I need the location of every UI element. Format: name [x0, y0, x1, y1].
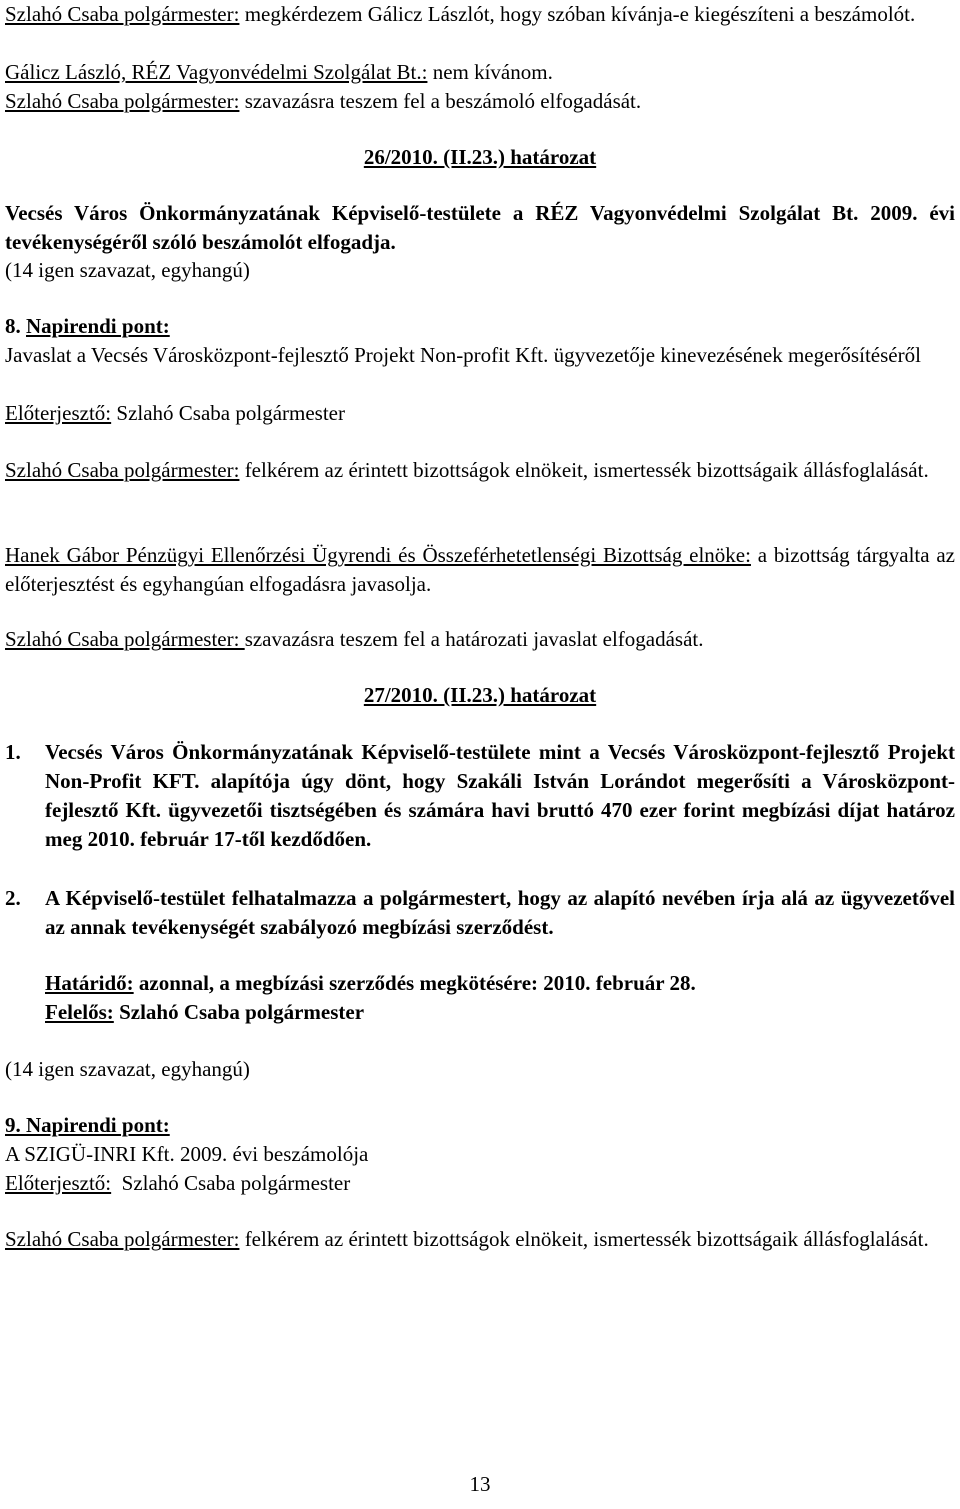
- page-number: 13: [469, 1472, 491, 1496]
- resolution-27-deadline: [5, 969, 955, 998]
- responsible-name: Szlahó Csaba polgármester: [113, 1000, 365, 1024]
- speaker-label: Hanek Gábor Pénzügyi Ellenőrzési Ügyrendi és Összeférhetetlenségi Bizottság elnöke:: [5, 543, 751, 567]
- speech-text: szavazásra teszem fel a beszámoló elfogadását.: [239, 89, 642, 113]
- agenda-8-heading: [5, 312, 955, 341]
- resolution-27-item-1: [5, 738, 955, 854]
- speech-text: felkérem az érintett bizottságok elnökeit, ismertessék bizottságaik állásfoglalását.: [239, 1227, 929, 1251]
- speaker-label: Szlahó Csaba polgármester:: [5, 2, 240, 26]
- deadline-text: azonnal, a megbízási szerződés megkötésére: 2010. február 28.: [133, 971, 696, 995]
- agenda-number: 8.: [5, 314, 21, 338]
- speech-text: felkérem az érintett bizottságok elnökeit, ismertessék bizottságaik állásfoglalását.: [239, 458, 929, 482]
- resolution-26-title: 26/2010. (II.23.) határozat: [363, 145, 597, 169]
- presenter-name: Szlahó Csaba polgármester: [111, 1171, 351, 1195]
- agenda-9-topic: A SZIGÜ-INRI Kft. 2009. évi beszámolója: [5, 1142, 369, 1166]
- paragraph-mayor-committees: [5, 456, 955, 485]
- paragraph-mayor-committees-2: [5, 1225, 955, 1254]
- agenda-9-presenter: [5, 1169, 955, 1198]
- presenter-label: Előterjesztő:: [5, 401, 112, 425]
- speech-text: nem kívánom.: [427, 60, 553, 84]
- speaker-label: Szlahó Csaba polgármester:: [5, 89, 240, 113]
- paragraph-mayor-vote-call: [5, 87, 955, 116]
- responsible-label: Felelős:: [45, 1000, 114, 1024]
- resolution-27-vote: (14 igen szavazat, egyhangú): [5, 1057, 250, 1081]
- item-text: Vecsés Város Önkormányzatának Képviselő-testülete mint a Vecsés Városközpont-fejlesztő Projekt Non-Profit KFT. alapítója úgy dönt, hogy Szakáli István Lorándot megerősíti a Városközpont-fejlesztő Kft. ügyvezetői tisztségében és számára havi bruttó 470 ezer forint megbízási díjat határoz meg 2010. február 17-től kezdődően.: [45, 740, 955, 851]
- agenda-8-topic: Javaslat a Vecsés Városközpont-fejlesztő Projekt Non-profit Kft. ügyvezetője kinevezésének megerősítéséről: [5, 343, 921, 367]
- speaker-label: Szlahó Csaba polgármester:: [5, 1227, 240, 1251]
- paragraph-committee-chair: [5, 541, 955, 599]
- item-number: 1.: [5, 740, 21, 764]
- presenter-label: Előterjesztő:: [5, 1171, 112, 1195]
- deadline-label: Határidő:: [45, 971, 134, 995]
- resolution-26-vote: (14 igen szavazat, egyhangú): [5, 258, 250, 282]
- agenda-8-presenter: [5, 399, 955, 428]
- resolution-27-title: 27/2010. (II.23.) határozat: [363, 683, 597, 707]
- agenda-label: Napirendi pont:: [26, 314, 170, 338]
- resolution-26-text: Vecsés Város Önkormányzatának Képviselő-testülete a RÉZ Vagyonvédelmi Szolgálat Bt. 2009. évi tevékenységéről szóló beszámolót elfogadja.: [5, 201, 955, 254]
- paragraph-mayor-question: [5, 0, 955, 29]
- item-text: A Képviselő-testület felhatalmazza a polgármestert, hogy az alapító nevében írja alá az ügyvezetővel az annak tevékenységét szabályozó megbízási szerződést.: [45, 886, 955, 939]
- item-number: 2.: [5, 886, 21, 910]
- resolution-27-responsible: [5, 998, 955, 1027]
- speaker-label: Szlahó Csaba polgármester:: [5, 627, 245, 651]
- presenter-name: Szlahó Csaba polgármester: [111, 401, 345, 425]
- speech-text: szavazásra teszem fel a határozati javaslat elfogadását.: [244, 627, 704, 651]
- speaker-label: Szlahó Csaba polgármester:: [5, 458, 240, 482]
- speaker-label: Gálicz László, RÉZ Vagyonvédelmi Szolgálat Bt.:: [5, 60, 428, 84]
- paragraph-galicz-reply: [5, 58, 955, 87]
- paragraph-mayor-vote-call-2: [5, 625, 955, 654]
- agenda-9-heading: 9. Napirendi pont:: [5, 1113, 170, 1137]
- resolution-27-item-2: [5, 884, 955, 942]
- speech-text: megkérdezem Gálicz Lászlót, hogy szóban kívánja-e kiegészíteni a beszámolót.: [239, 2, 916, 26]
- speech-text: a bizottság tárgyalta az előterjesztést és egyhangúan elfogadásra javasolja.: [5, 543, 955, 596]
